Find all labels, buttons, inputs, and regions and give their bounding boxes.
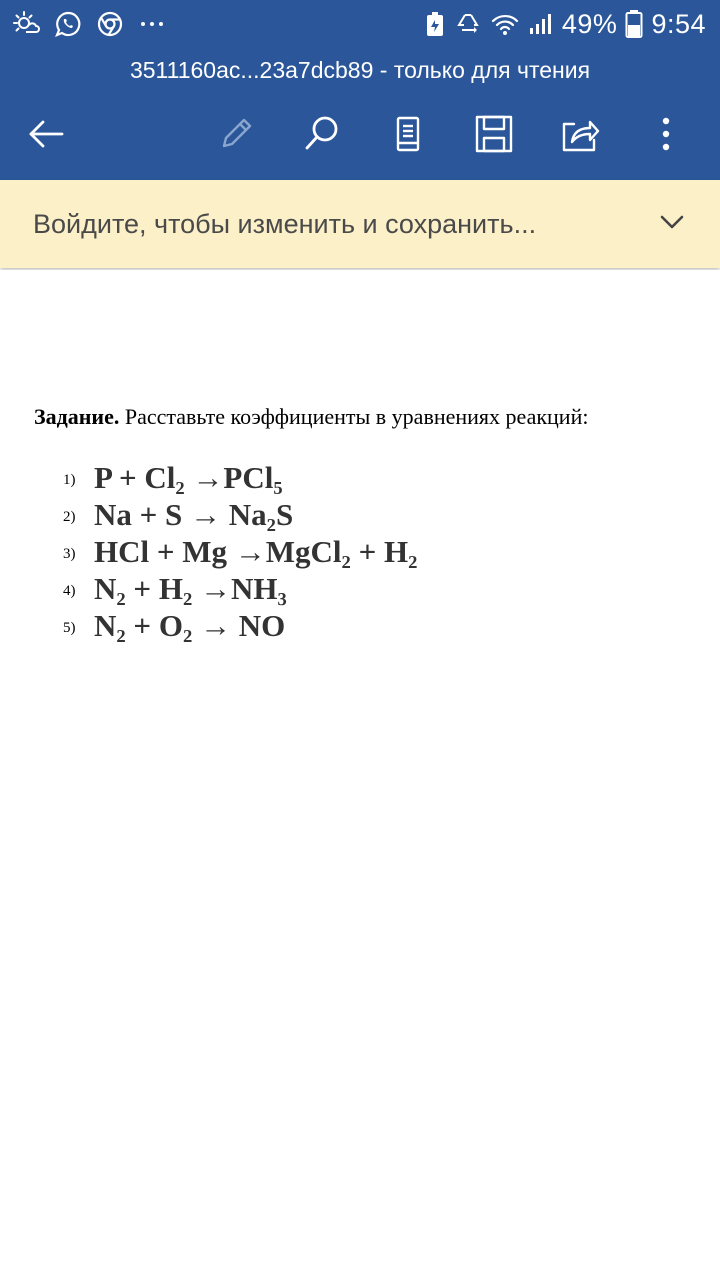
sign-in-banner-text: Войдите, чтобы изменить и сохранить...: [33, 208, 537, 239]
equation-number: 3): [63, 546, 76, 562]
search-button[interactable]: [298, 112, 346, 160]
status-left-icons: [12, 10, 166, 38]
mobile-view-icon: [388, 114, 428, 158]
equation-text: P + Cl₂ →PCl₅: [94, 460, 283, 495]
status-right-icons: [424, 9, 706, 40]
share-icon: [560, 114, 600, 158]
more-notifications-icon: [138, 10, 166, 38]
save-button[interactable]: [470, 112, 518, 160]
chrome-icon: [96, 10, 124, 38]
more-options-button[interactable]: [642, 112, 690, 160]
edit-pencil-icon: [216, 114, 256, 158]
equation-item: [0, 608, 720, 645]
back-button[interactable]: [22, 112, 70, 160]
document-page: [0, 270, 720, 1280]
document-title: 3511160ac...23a7dcb89 - только для чтения: [129, 56, 591, 83]
chevron-down-icon[interactable]: [658, 212, 686, 236]
wifi-icon: [490, 10, 520, 38]
share-button[interactable]: [556, 112, 604, 160]
equation-item: [0, 571, 720, 608]
equation-number: 4): [63, 583, 76, 599]
mobile-view-button[interactable]: [384, 112, 432, 160]
equation-text: N₂ + O₂ → NO: [94, 608, 286, 643]
save-icon: [474, 114, 514, 158]
title-bar: [0, 48, 720, 92]
equation-number: 5): [63, 620, 76, 636]
equation-text: Na + S → Na₂S: [94, 497, 294, 532]
equation-item: [0, 497, 720, 534]
equation-text: N₂ + H₂ →NH₃: [94, 571, 287, 606]
weather-icon: [12, 10, 40, 38]
battery-icon: [625, 9, 643, 39]
battery-saver-icon: [424, 10, 446, 38]
task-text: Расставьте коэффициенты в уравнениях реакций:: [119, 404, 589, 429]
app-toolbar: [0, 92, 720, 180]
battery-percent: 49%: [561, 8, 618, 39]
clock-time: 9:54: [651, 8, 706, 39]
equation-number: 1): [63, 472, 76, 488]
sign-in-banner[interactable]: [0, 180, 720, 268]
back-arrow-icon: [26, 114, 66, 158]
search-icon: [302, 114, 342, 158]
task-label: Задание.: [34, 404, 120, 429]
equation-number: 2): [63, 509, 76, 525]
whatsapp-icon: [54, 10, 82, 38]
equation-item: [0, 460, 720, 497]
equation-text: HCl + Mg →MgCl₂ + H₂: [94, 534, 418, 569]
edit-button[interactable]: [212, 112, 260, 160]
more-options-icon: [646, 114, 686, 158]
status-bar: [0, 0, 720, 48]
recycle-icon: [454, 10, 482, 38]
signal-icon: [528, 10, 554, 38]
task-paragraph: [34, 404, 588, 430]
equation-item: [0, 534, 720, 571]
equation-list: [0, 460, 720, 645]
